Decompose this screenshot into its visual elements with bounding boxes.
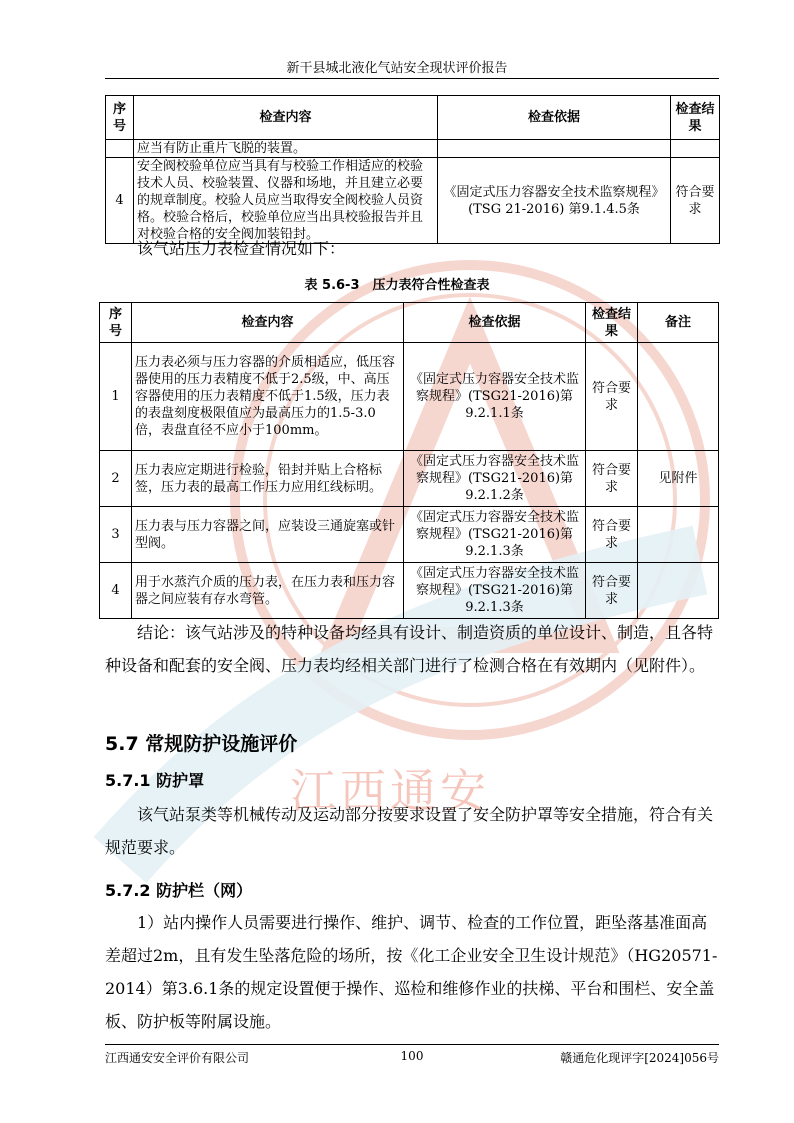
footer-company: 江西通安安全评价有限公司	[105, 1051, 250, 1065]
footer-rule	[105, 1044, 719, 1045]
table1-header-content: 检查内容	[134, 96, 438, 140]
cell-result: 符合要求	[671, 158, 720, 244]
intro-text: 该气站压力表检查情况如下：	[137, 239, 346, 258]
cell-result: 符合要求	[586, 343, 638, 451]
cell-result: 符合要求	[586, 563, 638, 619]
table-row	[100, 451, 719, 507]
table2-header-basis: 检查依据	[404, 303, 586, 343]
table1-header-no: 序号	[106, 96, 134, 140]
cell-basis: 《固定式压力容器安全技术监察规程》(TSG21-2016)第9.2.1.2条	[404, 451, 586, 507]
table-row	[100, 343, 719, 451]
cell-content: 应当有防止重片飞脱的装置。	[134, 140, 438, 158]
cell-result: 符合要求	[586, 451, 638, 507]
cell-note	[638, 563, 719, 619]
cell-no	[106, 140, 134, 158]
page-number: 100	[400, 1049, 424, 1063]
table2-header-no: 序号	[100, 303, 132, 343]
cell-content: 压力表必须与压力容器的介质相适应，低压容器使用的压力表精度不低于2.5级，中、高压容器使用的压力表精度不低于1.5级，压力表的表盘刻度极限值应为最高压力的1.5-3.0倍，表盘直径不应小于100mm。	[132, 343, 404, 451]
section-5-7-title: 5.7 常规防护设施评价	[105, 733, 298, 755]
cell-result: 符合要求	[586, 507, 638, 563]
cell-basis: 《固定式压力容器安全技术监察规程》(TSG21-2016)第9.2.1.1条	[404, 343, 586, 451]
cell-no: 4	[100, 563, 132, 619]
valve-check-table-continued	[105, 95, 720, 244]
watermark-text: 江西通安	[290, 764, 490, 818]
conclusion-paragraph: 结论：该气站涉及的特种设备均经具有设计、制造资质的单位设计、制造，且各特种设备和配套的安全阀、压力表均经相关部门进行了检测合格在有效期内（见附件）。	[105, 623, 714, 675]
cell-basis: 《固定式压力容器安全技术监察规程》(TSG21-2016)第9.2.1.3条	[404, 507, 586, 563]
section-5-7-2-title: 5.7.2 防护栏（网）	[105, 881, 253, 900]
section-5-7-2-text: 1）站内操作人员需要进行操作、维护、调节、检查的工作位置，距坠落基准面高差超过2m，且有发生坠落危险的场所，按《化工企业安全卫生设计规范》（HG20571-2014）第3.6.1条的规定设置便于操作、巡检和维修作业的扶梯、平台和围栏、安全盖板、防护板等附属设施。	[105, 913, 718, 1031]
cell-no: 1	[100, 343, 132, 451]
cell-note: 见附件	[638, 451, 719, 507]
cell-no: 3	[100, 507, 132, 563]
table-row	[100, 563, 719, 619]
cell-note	[638, 507, 719, 563]
table2-header-note: 备注	[638, 303, 719, 343]
cell-basis: 《固定式压力容器安全技术监察规程》(TSG 21-2016) 第9.1.4.5条	[438, 158, 671, 244]
table2-header-result: 检查结果	[586, 303, 638, 343]
section-5-7-1-title: 5.7.1 防护罩	[105, 771, 205, 790]
cell-basis	[438, 140, 671, 158]
table-row	[106, 158, 720, 244]
table2-caption: 表 5.6-3 压力表符合性检查表	[304, 278, 490, 293]
cell-content: 压力表与压力容器之间，应装设三通旋塞或针型阀。	[132, 507, 404, 563]
table-row	[106, 140, 720, 158]
table2-header-content: 检查内容	[132, 303, 404, 343]
cell-content: 安全阀校验单位应当具有与校验工作相适应的校验技术人员、校验装置、仪器和场地，并且建立必要的规章制度。校验人员应当取得安全阀校验人员资格。校验合格后，校验单位应当出具校验报告并且对校验合格的安全阀加装铅封。	[134, 158, 438, 244]
table1-header-result: 检查结果	[671, 96, 720, 140]
cell-no: 4	[106, 158, 134, 244]
cell-content: 用于水蒸汽介质的压力表，在压力表和压力容器之间应装有存水弯管。	[132, 563, 404, 619]
table1-header-basis: 检查依据	[438, 96, 671, 140]
cell-result	[671, 140, 720, 158]
page-header: 新干县城北液化气站安全现状评价报告	[286, 61, 508, 76]
cell-basis: 《固定式压力容器安全技术监察规程》(TSG21-2016)第9.2.1.3条	[404, 563, 586, 619]
header-rule	[105, 78, 719, 79]
cell-note	[638, 343, 719, 451]
section-5-7-1-text: 该气站泵类等机械传动及运动部分按要求设置了安全防护罩等安全措施，符合有关规范要求。	[105, 805, 714, 857]
table-row	[100, 507, 719, 563]
cell-no: 2	[100, 451, 132, 507]
pressure-gauge-check-table	[99, 302, 719, 619]
footer-ref: 赣通危化现评字[2024]056号	[560, 1051, 719, 1065]
cell-content: 压力表应定期进行检验，铅封并贴上合格标签，压力表的最高工作压力应用红线标明。	[132, 451, 404, 507]
